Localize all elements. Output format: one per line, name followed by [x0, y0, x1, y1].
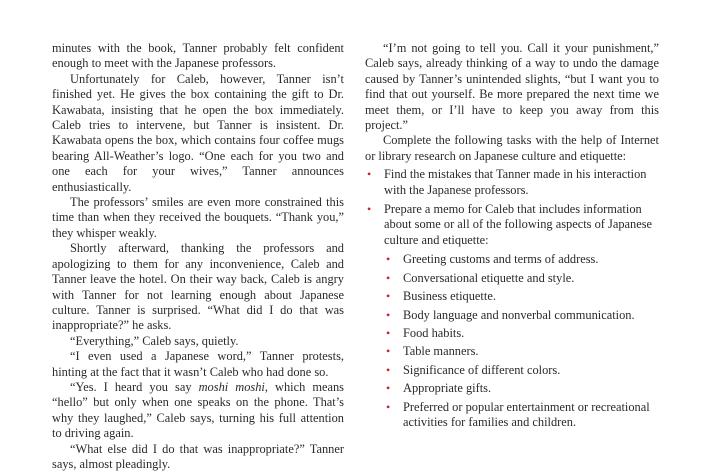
aspect-item	[384, 344, 659, 359]
paragraph: Unfortunately for Caleb, however, Tanner isn’t finished yet. He gives the box containing the gift to Dr. Kawabata, insisting that he open the box immediately. Caleb tries to intervene, but Tanner is insistent. Dr. Kawabata opens the box, which contains four coffee mugs bearing All-Weather’s logo. “One each for you two and one each for your wives,” Tanner announces enthusiastically.	[52, 71, 344, 194]
right-column	[365, 41, 659, 434]
aspect-item	[384, 289, 659, 304]
paragraph: “I’m not going to tell you. Call it your punishment,” Caleb says, already thinking of a way to undo the damage caused by Tanner’s unintended slights, “but I want you to find that out yourself. Be more prepared the next time we meet them, or I’ll have to keep you away from this project.”	[365, 41, 659, 133]
paragraph: minutes with the book, Tanner probably felt confident enough to meet with the Japanese professors.	[52, 41, 344, 71]
aspect-text: Appropriate gifts.	[403, 381, 492, 396]
bullet-icon: •	[386, 307, 391, 322]
bullet-icon: •	[367, 202, 372, 217]
aspect-text: Greeting customs and terms of address.	[403, 252, 599, 267]
aspect-text: Body language and nonverbal communication.	[403, 307, 635, 322]
task-list	[365, 167, 659, 430]
aspect-item	[384, 308, 659, 323]
paragraph	[52, 380, 344, 442]
bullet-icon: •	[386, 270, 391, 285]
task-item	[365, 202, 659, 430]
paragraph: “I even used a Japanese word,” Tanner protests, hinting at the fact that it wasn’t Caleb who had done so.	[52, 349, 344, 379]
bullet-icon: •	[386, 252, 391, 267]
text-run: “Yes. I heard you say	[70, 379, 199, 394]
japanese-phrase: moshi moshi	[198, 379, 265, 394]
aspect-text: Significance of different colors.	[403, 362, 561, 377]
paragraph: Shortly afterward, thanking the professors and apologizing to them for any inconvenience, Caleb and Tanner leave the hotel. On their way back, Caleb is angry with Tanner for not learning enough about Japanese culture. Tanner is surprised. “What did I do that was inappropriate?” he asks.	[52, 241, 344, 333]
aspect-text: Preferred or popular entertainment or recreational activities for families and children.	[403, 399, 650, 429]
bullet-icon: •	[386, 362, 391, 377]
text-run: , which means “hello” but only when one speaks on the phone. That’s why they laughed,” Caleb says, turning his full attention to driving again.	[52, 379, 345, 441]
task-item	[365, 167, 659, 198]
bullet-icon: •	[367, 167, 372, 182]
paragraph: Complete the following tasks with the help of Internet or library research on Japanese culture and etiquette:	[365, 133, 659, 163]
paragraph: The professors’ smiles are even more constrained this time than when they received the bouquets. “Thank you,” they whisper weakly.	[52, 195, 344, 240]
aspect-text: Conversational etiquette and style.	[403, 270, 575, 285]
task-text: Find the mistakes that Tanner made in his interaction with the Japanese professors.	[384, 167, 647, 197]
paragraph: “Everything,” Caleb says, quietly.	[70, 333, 239, 348]
paragraph: “What else did I do that was inappropriate?” Tanner says, almost pleadingly.	[52, 441, 344, 471]
aspect-text: Table manners.	[403, 344, 479, 359]
left-column	[52, 41, 344, 472]
aspect-list	[384, 252, 659, 430]
bullet-icon: •	[386, 325, 391, 340]
aspect-item	[384, 363, 659, 378]
aspect-text: Food habits.	[403, 325, 465, 340]
aspect-item	[384, 271, 659, 286]
bullet-icon: •	[386, 381, 391, 396]
aspect-text: Business etiquette.	[403, 289, 496, 304]
task-text: Prepare a memo for Caleb that includes information about some or all of the following aspects of Japanese culture and etiquette:	[384, 202, 653, 247]
aspect-item	[384, 400, 659, 431]
aspect-item	[384, 326, 659, 341]
aspect-item	[384, 252, 659, 267]
aspect-item	[384, 381, 659, 396]
bullet-icon: •	[386, 289, 391, 304]
bullet-icon: •	[386, 344, 391, 359]
bullet-icon: •	[386, 399, 391, 414]
